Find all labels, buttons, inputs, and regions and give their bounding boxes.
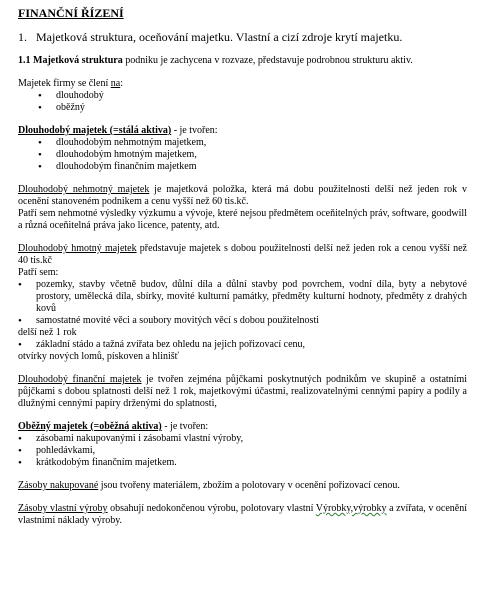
hmotny-list xyxy=(18,279,467,327)
section-heading xyxy=(18,30,467,44)
paragraph-text: je majetková položka, která má dobu použitelnosti delší než jeden rok v ocenění stanoveném podnikem a cenu vyšší než 60 tis.kč. xyxy=(18,184,467,207)
nehmotny-paragraph xyxy=(18,184,467,208)
term-financni: Dlouhodobý finanční majetek xyxy=(18,374,142,385)
term-zasoby-nakupovane: Zásoby nakupované xyxy=(18,480,99,491)
majetek-cleneni xyxy=(18,78,467,114)
subsection-number: 1.1 xyxy=(18,55,31,66)
nehmotny-majetek xyxy=(18,184,467,232)
hmotny-paragraph xyxy=(18,243,467,267)
zasoby-nakupovane xyxy=(18,480,467,492)
list-item: • samostatné movité věci a soubory movitých věcí s dobou použitelnosti xyxy=(18,315,467,327)
dlouhodoby-list xyxy=(18,137,467,173)
paragraph-text: je tvořen zejména půjčkami poskytnutých podnikům ve skupině a ostatními půjčkami s dobou splatnosti delší než 1 rok, majetkovými účastmi, realizovatelnými cennými papíry a podíly a dlužnými cennými papíry drženými do splatnosti, xyxy=(18,374,468,409)
majetek-list xyxy=(18,90,467,114)
spellcheck-underlined-text: Výrobky,výrobky xyxy=(315,503,387,514)
section-number: 1. xyxy=(18,30,27,44)
intro-underlined: na xyxy=(110,78,121,89)
list-item: • dlouhodobým hmotným majetkem, xyxy=(18,149,467,161)
paragraph-text: jsou tvořeny materiálem, zbožím a polotovary v ocenění pořizovací cenou. xyxy=(98,480,400,491)
heading-rest: - je tvořen: xyxy=(171,125,218,136)
list-item: • dlouhodobým finančním majetkem xyxy=(18,161,467,173)
document-title: FINANČNÍ ŘÍZENÍ xyxy=(18,6,124,20)
paragraph-majetkova-struktura xyxy=(18,55,467,67)
dlouhodoby-majetek xyxy=(18,125,467,173)
list-item: • pohledávkami, xyxy=(18,445,467,457)
obezny-list xyxy=(18,433,467,469)
section-heading-text: Majetková struktura, oceňování majetku. Vlastní a cizí zdroje krytí majetku. xyxy=(36,30,403,44)
zasoby-vlastni-vyroby xyxy=(18,503,467,527)
intro-text: Majetek firmy se člení xyxy=(18,78,111,89)
obezny-majetek xyxy=(18,421,467,469)
intro-colon: : xyxy=(120,78,123,89)
paragraph-text: podniku je zachycena v rozvaze, představuje podrobnou strukturu aktiv. xyxy=(122,55,413,66)
list-item: • základní stádo a tažná zvířata bez ohledu na jejich pořizovací cenu, xyxy=(18,339,467,351)
term-zasoby-vlastni: Zásoby vlastní výroby xyxy=(18,503,108,514)
term-majetkova-struktura: Majetková struktura xyxy=(33,55,123,66)
term-hmotny: Dlouhodobý hmotný majetek xyxy=(18,243,137,254)
hmotny-majetek xyxy=(18,243,467,363)
paragraph-text-end: a zvířata, v ocenění vlastními náklady výroby. xyxy=(18,503,467,526)
list-item: • krátkodobým finančním majetkem. xyxy=(18,457,467,469)
list-item: • pozemky, stavby včetně budov, důlní díla a důlní stavby pod povrchem, vodní díla, byty a nebytové prostory, umělecká díla, sbírky, movité kulturní památky, předměty kulturní hodnoty, předměty z drahých kovů xyxy=(18,279,467,315)
heading-rest: - je tvořen: xyxy=(161,421,209,432)
hmotny-tail: otvírky nových lomů, pískoven a hlinišť xyxy=(18,351,179,362)
heading-term: Oběžný majetek (=oběžná aktiva) xyxy=(18,421,162,432)
heading-term: Dlouhodobý majetek (=stálá aktiva) xyxy=(18,125,172,136)
paragraph-text: obsahují nedokončenou výrobu, polotovary vlastní xyxy=(107,503,316,514)
list-item: • dlouhodobým nehmotným majetkem, xyxy=(18,137,467,149)
term-nehmotny: Dlouhodobý nehmotný majetek xyxy=(18,184,150,195)
financni-majetek xyxy=(18,374,467,410)
paragraph-text: představuje majetek s dobou použitelnosti delší než jeden rok a cenou vyšší než 40 tis.kč xyxy=(18,243,467,266)
hmotny-patri: Patří sem: xyxy=(18,267,59,278)
hmotny-continuation: delší než 1 rok xyxy=(18,327,77,338)
nehmotny-patri: Patří sem nehmotné výsledky výzkumu a vývoje, které nejsou předmětem oceňitelných práv, software, goodwill a různá oceňitelná práva jako licence, patenty, atd. xyxy=(18,208,467,231)
list-item: • oběžný xyxy=(18,102,467,114)
list-item: • dlouhodobý xyxy=(18,90,467,102)
hmotny-list-2 xyxy=(18,339,467,351)
list-item: • zásobami nakupovanými i zásobami vlastní výroby, xyxy=(18,433,467,445)
majetek-intro xyxy=(18,78,467,90)
dlouhodoby-heading xyxy=(18,125,467,137)
obezny-heading xyxy=(18,421,467,433)
